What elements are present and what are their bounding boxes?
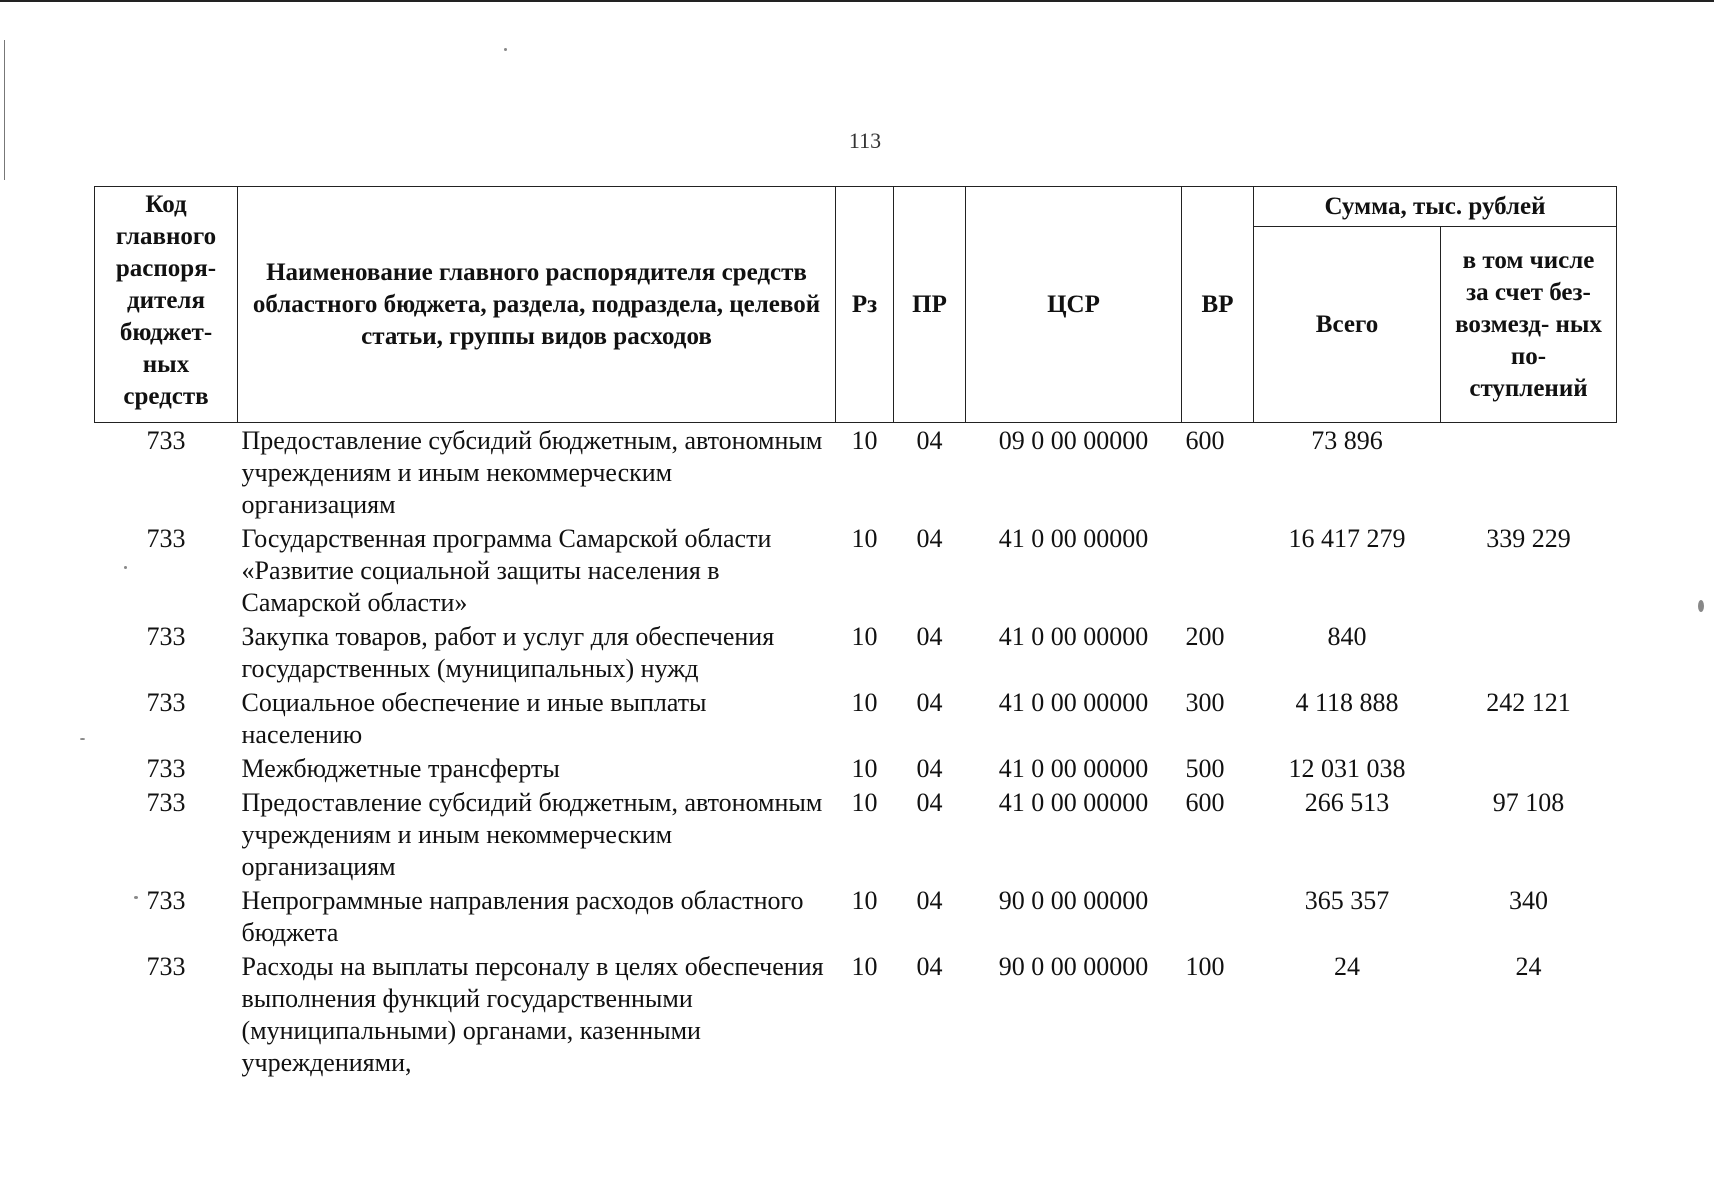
cell-name: Закупка товаров, работ и услуг для обеспечения государственных (муниципальных) нужд <box>241 622 775 683</box>
cell-code: 733 <box>146 886 186 915</box>
cell-pr: 04 <box>916 952 943 981</box>
cell-rz: 10 <box>851 688 878 717</box>
table-row <box>95 619 1617 685</box>
table-row <box>95 883 1617 949</box>
cell-vr: 100 <box>1185 952 1225 981</box>
header-rz: Рз <box>836 187 894 423</box>
cell-csr: 41 0 00 00000 <box>998 524 1149 553</box>
cell-free: 340 <box>1509 886 1548 915</box>
cell-pr: 04 <box>916 886 943 915</box>
cell-pr: 04 <box>916 688 943 717</box>
cell-csr: 41 0 00 00000 <box>998 754 1149 783</box>
header-csr: ЦСР <box>966 187 1182 423</box>
cell-csr: 41 0 00 00000 <box>998 788 1149 817</box>
cell-pr: 04 <box>916 754 943 783</box>
cell-free <box>1441 423 1617 522</box>
cell-free <box>1441 751 1617 785</box>
header-code: Код главного распоря- дителя бюджет- ных средств <box>95 187 238 423</box>
left-edge-rule <box>4 40 5 180</box>
cell-name: Непрограммные направления расходов областного бюджета <box>241 886 804 947</box>
table-row <box>95 751 1617 785</box>
header-free: в том числе за счет без- возмезд- ных по- ступлений <box>1441 227 1617 423</box>
cell-name: Социальное обеспечение и иные выплаты населению <box>241 688 707 749</box>
header-pr: ПР <box>894 187 966 423</box>
cell-rz: 10 <box>851 788 878 817</box>
cell-pr: 04 <box>916 524 943 553</box>
cell-code: 733 <box>146 754 186 783</box>
cell-code: 733 <box>146 952 186 981</box>
cell-csr: 09 0 00 00000 <box>998 426 1149 455</box>
cell-vr <box>1182 883 1254 949</box>
top-edge-rule <box>0 0 1714 2</box>
cell-rz: 10 <box>851 886 878 915</box>
header-name: Наименование главного распорядителя средств областного бюджета, раздела, подраздела, целевой статьи, группы видов расходов <box>238 187 836 423</box>
cell-code: 733 <box>146 622 186 651</box>
cell-total: 12 031 038 <box>1288 754 1406 783</box>
scan-speck <box>504 48 507 51</box>
cell-rz: 10 <box>851 426 878 455</box>
table-row <box>95 785 1617 883</box>
cell-name: Предоставление субсидий бюджетным, автономным учреждениям и иным некоммерческим организациям <box>241 788 823 881</box>
cell-csr: 41 0 00 00000 <box>998 688 1149 717</box>
cell-total: 16 417 279 <box>1288 524 1406 553</box>
header-total: Всего <box>1254 227 1441 423</box>
cell-total: 840 <box>1327 622 1367 651</box>
page-number: 113 <box>848 128 882 153</box>
cell-name: Расходы на выплаты персоналу в целях обеспечения выполнения функций государственными (муниципальными) органами, казенными учреждениями, <box>241 952 824 1077</box>
cell-vr: 200 <box>1185 622 1225 651</box>
scan-speck <box>1698 600 1704 612</box>
header-sum-group: Сумма, тыс. рублей <box>1254 187 1617 227</box>
cell-name: Государственная программа Самарской области «Развитие социальной защиты населения в Самарской области» <box>241 524 772 617</box>
table-header <box>95 187 1617 423</box>
cell-code: 733 <box>146 688 186 717</box>
cell-total: 73 896 <box>1311 426 1383 455</box>
cell-code: 733 <box>146 788 186 817</box>
cell-pr: 04 <box>916 622 943 651</box>
table-row <box>95 521 1617 619</box>
cell-vr: 600 <box>1185 788 1225 817</box>
cell-free <box>1441 619 1617 685</box>
cell-rz: 10 <box>851 622 878 651</box>
cell-code: 733 <box>146 524 186 553</box>
scan-speck <box>80 738 85 740</box>
table-row <box>95 423 1617 522</box>
cell-free: 339 229 <box>1486 524 1571 553</box>
budget-table <box>94 186 1617 1079</box>
cell-name: Предоставление субсидий бюджетным, автономным учреждениям и иным некоммерческим организациям <box>241 426 823 519</box>
cell-name: Межбюджетные трансферты <box>241 754 560 783</box>
cell-csr: 90 0 00 00000 <box>998 886 1149 915</box>
cell-rz: 10 <box>851 524 878 553</box>
cell-vr: 600 <box>1185 426 1225 455</box>
cell-pr: 04 <box>916 426 943 455</box>
cell-free: 24 <box>1515 952 1542 981</box>
cell-csr: 41 0 00 00000 <box>998 622 1149 651</box>
table-row <box>95 949 1617 1079</box>
cell-total: 266 513 <box>1304 788 1390 817</box>
cell-vr: 500 <box>1185 754 1225 783</box>
cell-total: 24 <box>1334 952 1360 981</box>
cell-free: 242 121 <box>1486 688 1571 717</box>
cell-vr: 300 <box>1185 688 1225 717</box>
cell-vr <box>1182 521 1254 619</box>
cell-total: 365 357 <box>1304 886 1390 915</box>
cell-free: 97 108 <box>1492 788 1565 817</box>
header-vr: ВР <box>1182 187 1254 423</box>
cell-csr: 90 0 00 00000 <box>998 952 1149 981</box>
table-body <box>95 423 1617 1080</box>
cell-code: 733 <box>146 426 186 455</box>
table-row <box>95 685 1617 751</box>
cell-rz: 10 <box>851 754 878 783</box>
cell-pr: 04 <box>916 788 943 817</box>
cell-rz: 10 <box>851 952 878 981</box>
cell-total: 4 118 888 <box>1295 688 1399 717</box>
